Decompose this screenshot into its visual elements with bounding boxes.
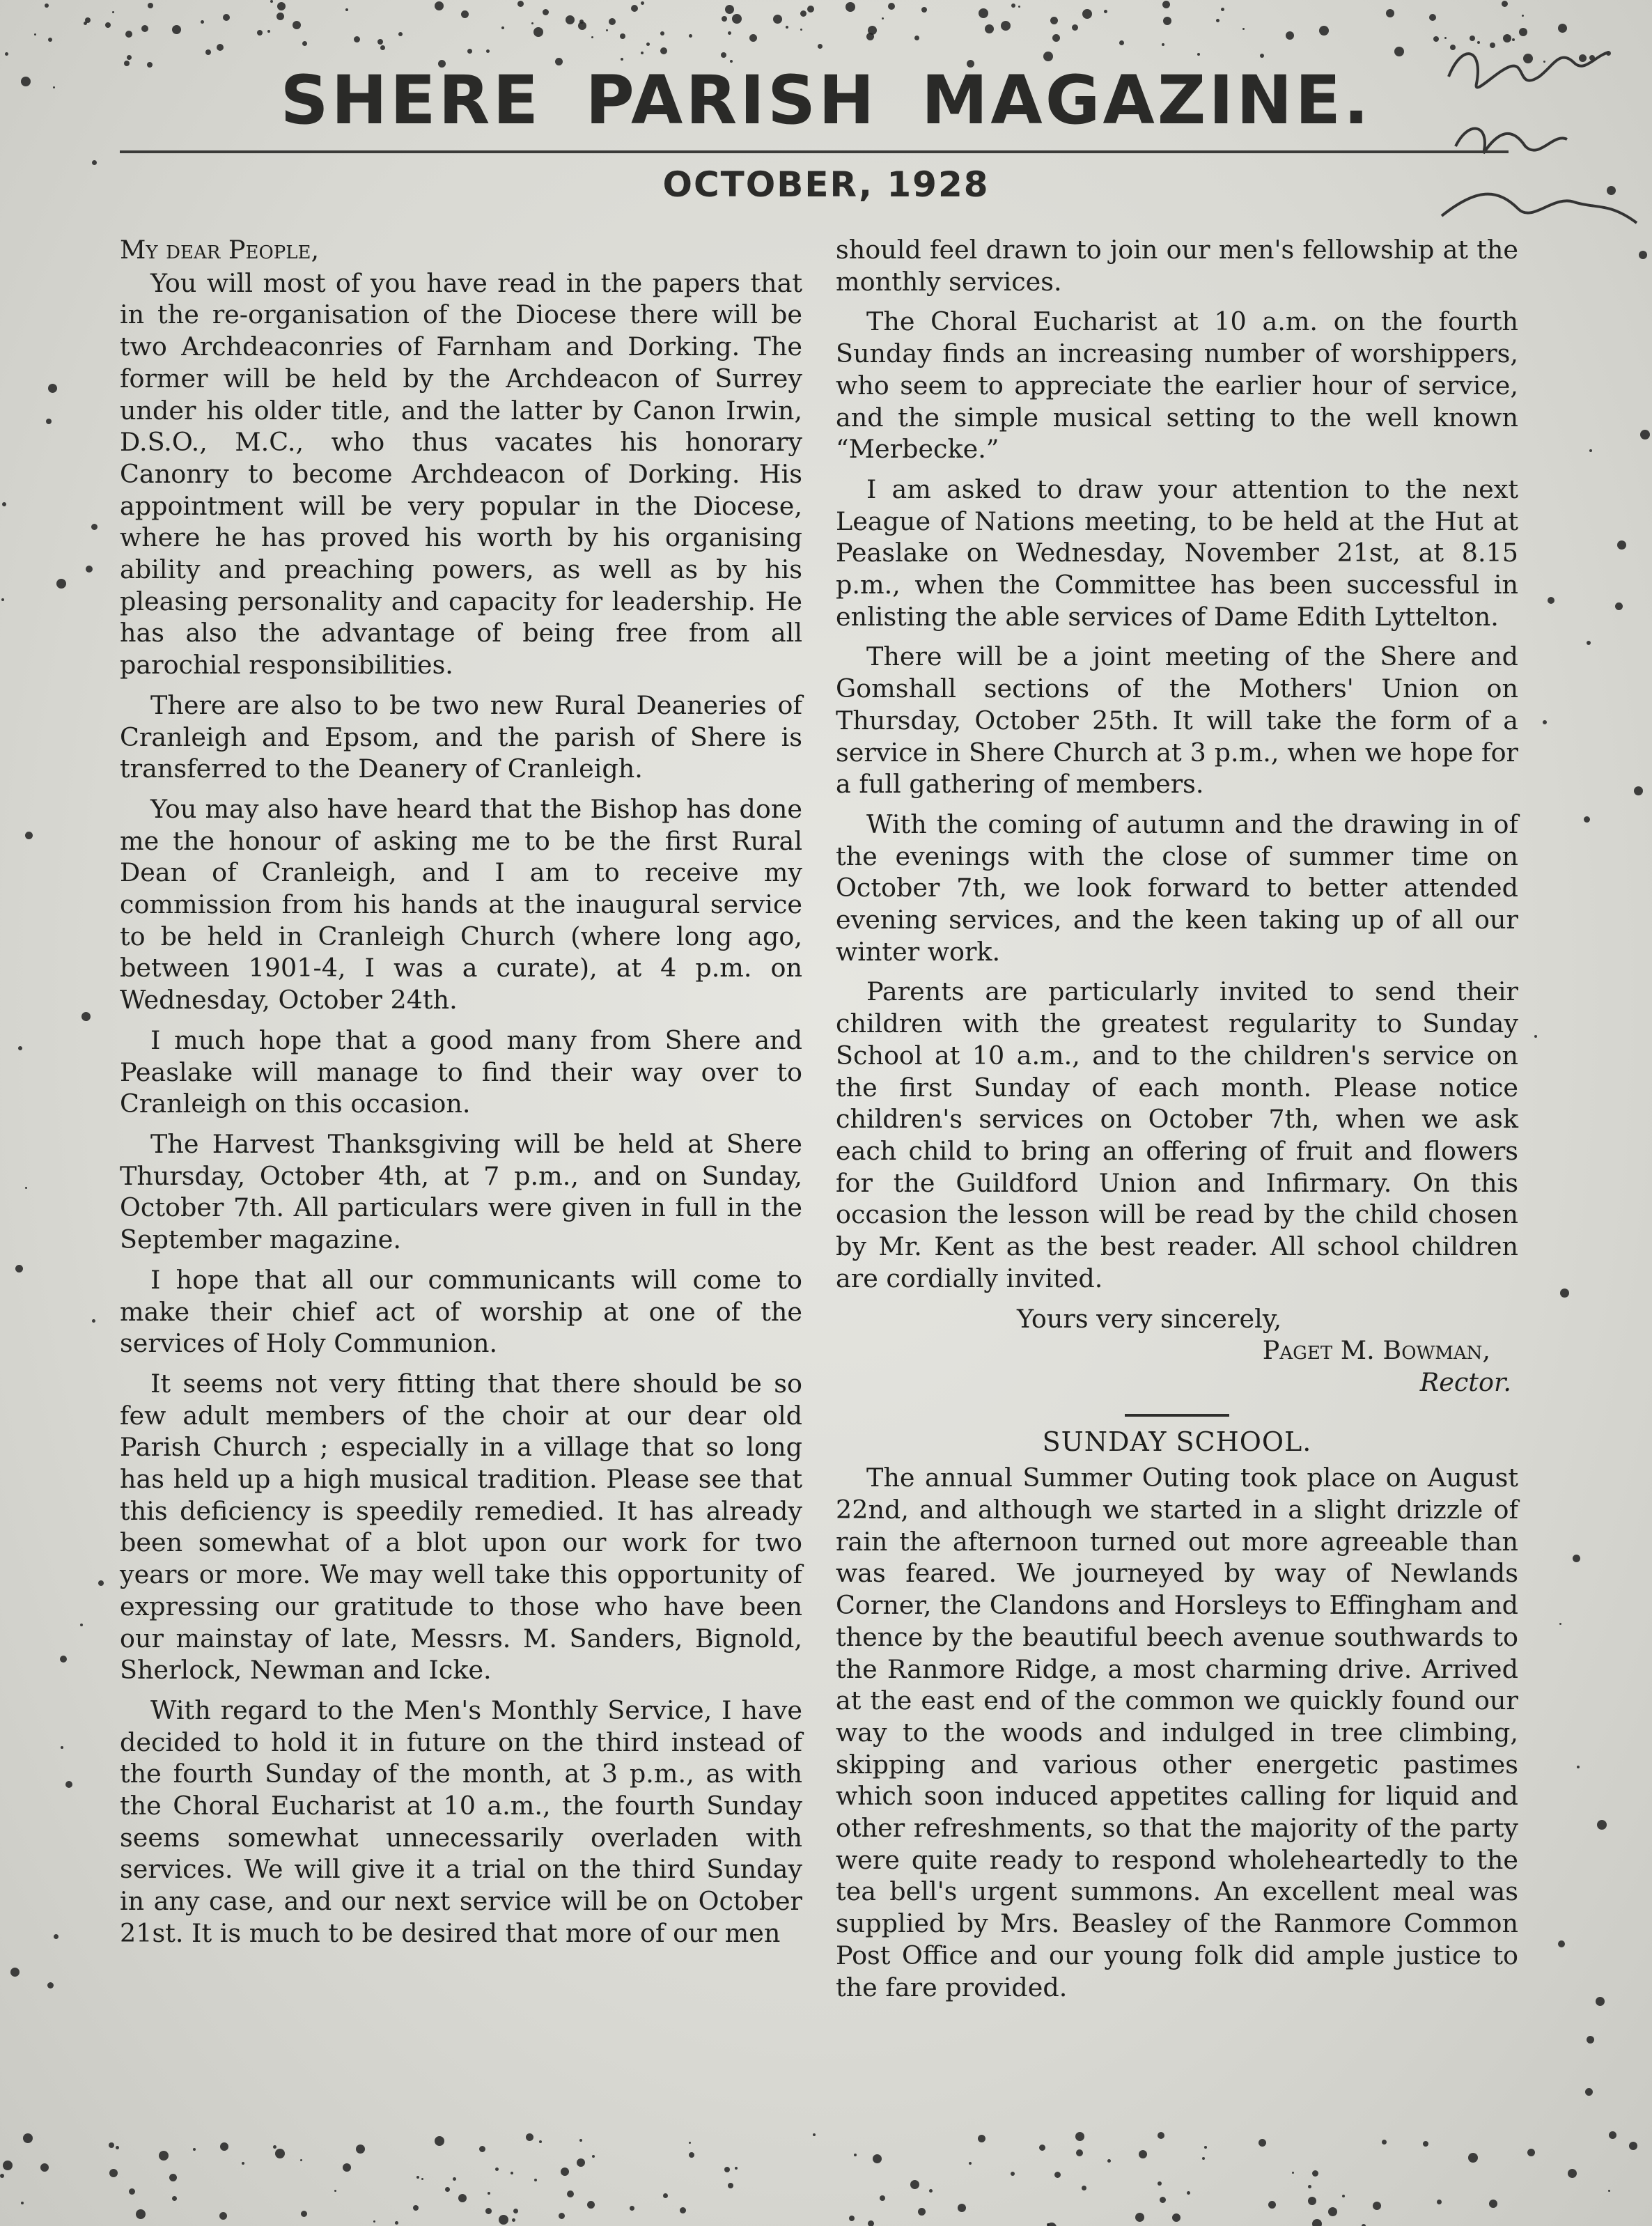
ink-speck (1119, 40, 1124, 45)
ink-speck (109, 2142, 114, 2148)
title-rule (120, 150, 1509, 153)
ink-speck (47, 1982, 54, 1988)
ink-speck (445, 2187, 450, 2192)
ink-speck (1242, 28, 1245, 30)
ink-speck (501, 26, 504, 29)
ink-speck (421, 2178, 423, 2180)
ink-speck (495, 2167, 499, 2171)
ink-speck (356, 2145, 365, 2154)
continued-paragraph: should feel drawn to join our men's fellowship at the monthly services. (836, 235, 1518, 297)
ink-speck (660, 31, 664, 36)
ink-speck (1202, 2157, 1205, 2160)
ink-speck (46, 419, 52, 424)
ink-speck (1043, 52, 1053, 61)
ink-speck (1597, 1820, 1607, 1830)
ink-speck (587, 2201, 595, 2209)
ink-speck (1158, 2132, 1164, 2139)
ink-speck (277, 2, 286, 10)
ink-speck (1587, 2036, 1594, 2044)
ink-speck (561, 2167, 569, 2176)
ink-speck (1054, 2172, 1061, 2178)
ink-speck (1286, 31, 1294, 40)
ink-speck (1585, 2088, 1593, 2096)
ink-speck (105, 22, 111, 28)
ink-speck (1543, 720, 1547, 724)
ink-speck (1568, 2169, 1577, 2178)
ink-speck (1534, 1035, 1537, 1038)
ink-speck (1423, 2141, 1428, 2147)
ink-speck (25, 832, 33, 839)
ink-speck (732, 14, 742, 24)
ink-speck (416, 2176, 419, 2179)
letter-paragraph: It seems not very fitting that there should be so few adult members of the choir at our dear old Parish Church ; especially in a village that so long has held up a high musical tradition. Please see that this deficiency is speedily remedied. It has already been somewhat of a blot upon our work for two years or more. We may well take this opportunity of expressing our gratitude to those who have been our mainstay of late, Messrs. M. Sanders, Bignold, Sherlock, Newman and Icke. (120, 1368, 802, 1686)
ink-speck (914, 36, 919, 40)
ink-speck (630, 2206, 634, 2211)
letter-paragraph: I am asked to draw your attention to the next League of Nations meeting, to be held at the Hut at Peaslake on Wednesday, November 21st, at 8.15 p.m., when the Committee has been successful in enlisting the able services of Dame Edith Lyttelton. (836, 474, 1518, 632)
ink-speck (958, 2204, 966, 2212)
ink-speck (54, 1934, 59, 1939)
ink-speck (112, 11, 114, 13)
ink-speck (1587, 641, 1591, 645)
ink-speck (873, 2154, 882, 2163)
ink-speck (728, 2183, 733, 2188)
ink-speck (461, 10, 469, 18)
ink-speck (854, 2154, 857, 2156)
letter-paragraph: You may also have heard that the Bishop has done me the honour of asking me to be the first Rural Dean of Cranleigh, and I am to receive my commission from his hands at the inaugural service to be held in Cranleigh Church (where long ago, between 1901-4, I was a curate), at 4 p.m. on Wednesday, October 24th. (120, 793, 802, 1015)
ink-speck (660, 47, 667, 54)
ink-speck (721, 52, 726, 58)
ink-speck (48, 384, 57, 393)
ink-speck (172, 2196, 177, 2201)
ink-speck (1260, 54, 1264, 58)
ink-speck (517, 1, 524, 7)
ink-speck (1527, 2149, 1535, 2156)
ink-speck (786, 26, 788, 29)
ink-speck (86, 566, 93, 573)
ink-speck (1468, 2153, 1478, 2163)
ink-speck (773, 15, 782, 24)
ink-speck (1629, 2142, 1637, 2150)
ink-speck (910, 2180, 919, 2189)
right-column (836, 234, 1518, 2011)
ink-speck (395, 2221, 398, 2225)
ink-speck (663, 2193, 668, 2198)
ink-speck (1292, 2172, 1294, 2174)
ink-speck (334, 2190, 336, 2192)
ink-speck (23, 2133, 33, 2143)
ink-speck (1584, 816, 1590, 823)
ink-speck (1076, 2149, 1083, 2156)
ink-speck (1072, 24, 1078, 31)
ink-speck (1437, 2200, 1442, 2204)
ink-speck (1596, 1997, 1605, 2006)
ink-speck (566, 15, 575, 24)
ink-speck (513, 2209, 518, 2213)
ink-speck (689, 2152, 694, 2158)
ink-speck (866, 33, 874, 40)
closing-line: Yours very sincerely, (1017, 1303, 1282, 1334)
ink-speck (1308, 2185, 1311, 2188)
ink-speck (689, 34, 692, 38)
ink-speck (1373, 2202, 1381, 2210)
ink-speck (1634, 786, 1643, 795)
ink-speck (60, 1656, 67, 1663)
ink-speck (486, 49, 490, 53)
ink-speck (1608, 2190, 1610, 2192)
ink-speck (807, 6, 814, 13)
ink-speck (641, 52, 644, 54)
ink-speck (354, 36, 360, 42)
ink-speck (1560, 1289, 1569, 1298)
ink-speck (1328, 2207, 1337, 2216)
ink-speck (1502, 1, 1508, 7)
ink-speck (1162, 1, 1170, 8)
ink-speck (689, 2142, 691, 2144)
ink-speck (868, 2220, 874, 2226)
ink-speck (1107, 2159, 1111, 2163)
ink-speck (641, 1, 644, 5)
ink-speck (969, 2162, 972, 2165)
salutation: My dear People, (120, 235, 320, 265)
ink-speck (591, 36, 593, 38)
ink-speck (1382, 2140, 1387, 2145)
ink-speck (485, 2208, 492, 2214)
ink-speck (620, 33, 625, 39)
ink-speck (543, 9, 549, 15)
letter-paragraph: I much hope that a good many from Shere and Peaslake will manage to find their way over to Cranleigh on this occasion. (120, 1025, 802, 1119)
ink-speck (65, 1781, 72, 1788)
ink-speck (270, 0, 273, 3)
ink-speck (646, 42, 650, 46)
ink-speck (273, 2145, 276, 2149)
letter-paragraph: Parents are particularly invited to send their children with the greatest regularity to Sunday School at 10 a.m., and to the children's service on the first Sunday of each month. Please notice children's services on October 7th, when we ask each child to bring an offering of fruit and flowers for the Guildford Union and Infirmary. On this occasion the lesson will be read by the child chosen by Mr. Kent as the best reader. All school children are cordially invited. (836, 976, 1518, 1293)
ink-speck (435, 1, 444, 10)
ink-speck (579, 20, 584, 24)
ink-speck (1342, 2195, 1345, 2197)
ink-speck (223, 14, 230, 21)
ink-speck (275, 2149, 285, 2158)
ink-speck (220, 2142, 228, 2151)
ink-speck (109, 2169, 118, 2177)
ink-speck (1522, 15, 1524, 17)
ink-speck (1589, 449, 1592, 452)
ink-speck (631, 5, 638, 12)
ink-speck (1075, 2132, 1084, 2141)
magazine-title: SHERE PARISH MAGAZINE. (280, 61, 1372, 139)
ink-speck (722, 16, 727, 22)
ink-speck (1135, 2213, 1144, 2222)
ink-speck (921, 7, 927, 13)
ink-speck (1259, 2139, 1266, 2147)
ink-speck (1163, 17, 1171, 25)
ink-speck (577, 2158, 585, 2167)
ink-speck (15, 1265, 23, 1272)
section-heading-sunday-school: SUNDAY SCHOOL. (1042, 1426, 1312, 1457)
ink-speck (882, 17, 884, 20)
ink-speck (125, 31, 132, 38)
ink-speck (377, 39, 383, 45)
ink-speck (169, 2174, 177, 2181)
ink-speck (488, 2192, 490, 2195)
ink-speck (25, 1187, 27, 1189)
ink-speck (621, 58, 623, 61)
ink-speck (0, 2174, 4, 2178)
ink-speck (918, 2208, 926, 2216)
ink-speck (3, 2161, 13, 2170)
ink-speck (56, 579, 66, 589)
ink-speck (985, 24, 994, 33)
ink-speck (1615, 602, 1623, 610)
ink-speck (533, 27, 543, 37)
ink-speck (728, 31, 731, 35)
ink-speck (219, 2212, 227, 2220)
ink-speck (380, 45, 385, 50)
ink-speck (1018, 6, 1020, 8)
ink-speck (242, 2162, 244, 2165)
ink-speck (888, 3, 895, 10)
ink-speck (1312, 2170, 1318, 2177)
ink-speck (1160, 2197, 1166, 2203)
ink-speck (1082, 9, 1092, 19)
ink-speck (800, 10, 806, 17)
ink-speck (499, 2215, 508, 2225)
ink-speck (21, 2202, 24, 2204)
ink-speck (929, 2189, 933, 2193)
ink-speck (201, 20, 204, 24)
ink-speck (1221, 8, 1224, 11)
section-divider (1125, 1414, 1229, 1417)
ink-speck (91, 524, 98, 530)
left-column (120, 234, 802, 1958)
ink-speck (606, 29, 608, 31)
ink-speck (1639, 251, 1647, 259)
ink-speck (1216, 19, 1219, 22)
ink-speck (511, 2172, 513, 2174)
ink-speck (148, 3, 153, 8)
ink-speck (435, 2136, 444, 2146)
ink-speck (129, 2188, 135, 2195)
ink-speck (205, 49, 211, 55)
ink-speck (1577, 1766, 1580, 1768)
ink-speck (413, 2205, 419, 2211)
ink-speck (1172, 2213, 1180, 2222)
ink-speck (512, 2218, 515, 2222)
ink-speck (1394, 47, 1404, 56)
ink-speck (1319, 26, 1329, 36)
ink-speck (1039, 2145, 1045, 2151)
ink-speck (2, 502, 6, 506)
ink-speck (302, 41, 307, 46)
ink-speck (539, 2140, 542, 2143)
ink-speck (880, 2195, 885, 2201)
ink-speck (813, 2133, 816, 2136)
ink-speck (10, 1968, 20, 1977)
letter-signoff (836, 1303, 1518, 1399)
ink-speck (1640, 430, 1650, 439)
ink-speck (345, 8, 348, 11)
ink-speck (92, 1319, 95, 1323)
ink-speck (1386, 9, 1394, 17)
ink-speck (1139, 2150, 1147, 2158)
ink-speck (1, 598, 4, 601)
ink-speck (398, 32, 403, 36)
letter-paragraph: There are also to be two new Rural Deaneries of Cranleigh and Epsom, and the parish of Shere is transferred to the Deanery of Cranleigh. (120, 690, 802, 784)
ink-speck (1082, 2186, 1086, 2190)
ink-speck (141, 25, 148, 32)
ink-speck (257, 30, 263, 36)
signature-name: Paget M. Bowman, (1262, 1335, 1490, 1366)
letter-paragraph: There will be a joint meeting of the Shere and Gomshall sections of the Mothers' Union on Thursday, October 25th. It will take the form of a service in Shere Church at 3 p.m., when we hope for a full gathering of members. (836, 641, 1518, 800)
ink-speck (48, 38, 52, 42)
ink-speck (373, 2220, 375, 2223)
ink-speck (1312, 2219, 1322, 2226)
ink-speck (40, 2163, 49, 2172)
ink-speck (1001, 21, 1011, 31)
ink-speck (1268, 2201, 1276, 2209)
ink-speck (343, 2163, 351, 2172)
ink-speck (818, 44, 823, 49)
ink-speck (467, 49, 472, 54)
ink-speck (567, 2190, 574, 2197)
ink-speck (725, 5, 734, 14)
ink-speck (1047, 2223, 1057, 2226)
ink-speck (680, 2207, 686, 2213)
ink-speck (159, 2151, 169, 2161)
ink-speck (1011, 2172, 1015, 2176)
ink-speck (526, 2133, 533, 2141)
ink-speck (116, 2146, 119, 2149)
ink-speck (1489, 2200, 1497, 2208)
letter-paragraph: You will most of you have read in the papers that in the re-organisation of the Diocese there will be two Archdeaconries of Farnham and Dorking. The former will be held by the Archdeacon of Surrey under his older title, and the latter by Canon Irwin, D.S.O., M.C., who thus vacates his honorary Canonry to become Archdeacon of Dorking. His appointment will be very popular in the Diocese, where he has proved his worth by his organising ability and preaching powers, as well as by his pleasing personality and capacity for leadership. He has also the advantage of being free from all parochial responsibilities. (120, 267, 802, 680)
ink-speck (1162, 43, 1164, 46)
ink-speck (1204, 2146, 1207, 2149)
sunday-school-paragraph: The annual Summer Outing took place on August 22nd, and although we started in a slight drizzle of rain the afternoon turned out more agreeable than was feared. We journeyed by way of Newlands Corner, the Clandons and Horsleys to Effingham and thence by the beautiful beech avenue southwards to the Ranmore Ridge, a most charming drive. Arrived at the east end of the common we quickly found our way to the woods and indulged in tree climbing, skipping and various other energetic pastimes which soon induced appetites calling for liquid and other refreshments, so that the majority of the party were quite ready to respond wholeheartedly to the tea bell's urgent summons. An excellent meal was supplied by Mrs. Beasley of the Ranmore Common Post Office and our young folk did ample justice to the fare provided. (836, 1463, 1518, 2002)
ink-speck (1609, 2131, 1616, 2139)
ink-speck (531, 22, 533, 24)
ink-speck (172, 25, 181, 34)
issue-date: OCTOBER, 1928 (662, 164, 990, 205)
ink-speck (724, 2167, 730, 2172)
ink-speck (1308, 2197, 1316, 2205)
letter-paragraph: With regard to the Men's Monthly Service, I have decided to hold it in future on the third instead of the fourth Sunday of the month, at 3 p.m., as with the Choral Eucharist at 10 a.m., the fourth Sunday seems somewhat unnecessarily overladen with services. We will give it a trial on the third Sunday in any case, and our next service will be on October 21st. It is much to be desired that more of our men (120, 1695, 802, 1948)
ink-speck (846, 2, 855, 12)
ink-speck (1558, 1940, 1565, 1947)
ink-speck (98, 1580, 104, 1586)
ink-speck (978, 2135, 985, 2142)
ink-speck (45, 3, 49, 8)
ink-speck (579, 2139, 582, 2142)
ink-speck (81, 1012, 91, 1021)
ink-speck (276, 13, 284, 20)
ink-speck (5, 52, 8, 56)
ink-speck (127, 55, 132, 60)
ink-speck (1429, 14, 1436, 21)
ink-speck (1050, 17, 1058, 24)
ink-speck (267, 30, 270, 33)
ink-speck (559, 2213, 565, 2219)
ink-speck (61, 1746, 63, 1749)
signature-title: Rector. (1419, 1367, 1511, 1397)
ink-speck (84, 22, 87, 25)
ink-speck (293, 21, 301, 29)
ink-speck (749, 34, 757, 42)
ink-speck (1573, 1555, 1580, 1562)
ink-speck (80, 1624, 83, 1626)
letter-paragraph: I hope that all our communicants will come to make their chief act of worship at one of the services of Holy Communion. (120, 1264, 802, 1359)
ink-speck (1197, 53, 1200, 56)
ink-speck (735, 2167, 738, 2170)
letter-paragraph: The Choral Eucharist at 10 a.m. on the fourth Sunday finds an increasing number of worshippers, who seem to appreciate the earlier hour of service, and the simple musical setting to the well known “Merbecke.” (836, 306, 1518, 465)
ink-speck (1559, 1623, 1561, 1625)
ink-speck (453, 2177, 456, 2181)
ink-speck (1158, 2181, 1162, 2186)
ink-speck (534, 2179, 537, 2181)
ink-speck (800, 29, 802, 31)
ink-speck (592, 2155, 595, 2158)
ink-speck (1187, 2191, 1190, 2195)
ink-speck (217, 44, 224, 51)
ink-speck (609, 18, 616, 25)
ink-speck (979, 8, 988, 18)
ink-speck (479, 2146, 485, 2152)
letter-paragraph: The Harvest Thanksgiving will be held at Shere Thursday, October 4th, at 7 p.m., and on Sunday, October 7th. All particulars were given in full in the September magazine. (120, 1128, 802, 1255)
ink-speck (1011, 3, 1015, 8)
ink-speck (1617, 540, 1626, 550)
ink-speck (301, 2211, 307, 2217)
letter-paragraph: With the coming of autumn and the drawing in of the evenings with the close of summer time on October 7th, we look forward to better attended evening services, and the keen taking up of all our winter work. (836, 809, 1518, 967)
ink-speck (18, 1046, 22, 1050)
ink-speck (1548, 597, 1554, 604)
ink-speck (849, 2216, 855, 2221)
ink-speck (193, 2148, 196, 2151)
ink-speck (1104, 10, 1107, 13)
ink-speck (458, 2194, 467, 2202)
ink-speck (34, 33, 36, 36)
ink-speck (300, 2159, 302, 2161)
ink-speck (1052, 34, 1060, 42)
ink-speck (136, 2209, 146, 2219)
